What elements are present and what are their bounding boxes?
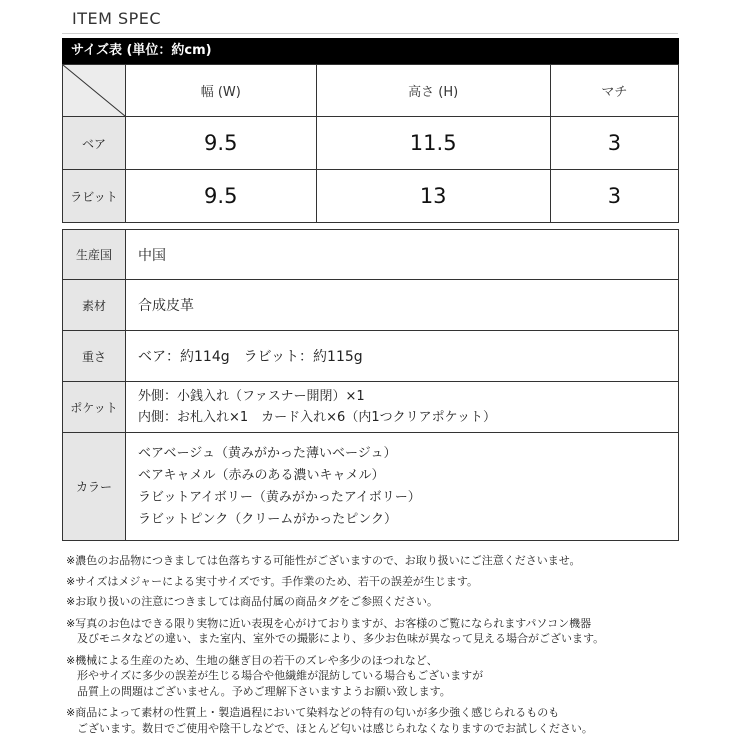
- column-header-width: 幅 (W): [126, 65, 317, 117]
- note-item: [66, 705, 678, 736]
- spec-row-color: [63, 433, 679, 541]
- size-table-header-row: [63, 65, 679, 117]
- section-title: ITEM SPEC: [72, 9, 162, 28]
- note-line: ※写真のお色はできる限り実物に近い表現を心がけておりますが、お客様のご覧になられますパソコン機器: [66, 616, 592, 630]
- color-option: ラビットピンク（クリームがかったピンク）: [138, 511, 397, 527]
- spec-label-weight: 重さ: [63, 331, 126, 382]
- note-line: ※機械による生産のため、生地の継ぎ目の若干のズレや多少のほつれなど、: [66, 653, 438, 667]
- color-option: ラビットアイボリー（黄みがかったアイボリー）: [138, 489, 421, 505]
- spec-row-material: [63, 280, 679, 331]
- size-table: [62, 64, 679, 223]
- row-label-rabbit: ラビット: [63, 170, 126, 223]
- spec-value-weight: ベア：約114g ラビット：約115g: [126, 331, 679, 382]
- spec-row-pocket: [63, 382, 679, 433]
- spec-label-pocket: ポケット: [63, 382, 126, 433]
- note-line: ※濃色のお品物につきましては色落ちする可能性がございますので、お取り扱いにご注意くださいませ。: [66, 554, 581, 567]
- notes-list: [66, 553, 678, 741]
- spec-label-color: カラー: [63, 433, 126, 541]
- spec-value-color: [126, 433, 679, 541]
- note-item: [66, 574, 678, 590]
- note-line: ございます。数日でご使用や陰干しなどで、ほとんど匂いは感じられなくなりますのでお試しください。: [66, 721, 593, 735]
- rabbit-height: 13: [316, 170, 550, 223]
- note-line: 及びモニタなどの違い、また室内、室外での撮影により、多少お色味が異なって見える場合がございます。: [66, 632, 605, 645]
- note-item: [66, 653, 678, 700]
- spec-row-origin: [63, 230, 679, 280]
- rabbit-gusset: 3: [550, 170, 678, 223]
- bear-gusset: 3: [550, 117, 678, 170]
- size-row-rabbit: [63, 170, 679, 223]
- section-header: [62, 0, 678, 38]
- note-item: [66, 594, 678, 610]
- size-table-title: サイズ表 (単位：約cm): [62, 38, 679, 64]
- pocket-line: 外側：小銭入れ（ファスナー開閉）×1: [138, 389, 365, 404]
- note-item: [66, 616, 678, 647]
- note-item: [66, 553, 678, 569]
- note-line: 品質上の問題はございません。予めご理解下さいますようお願い致します。: [66, 684, 451, 698]
- spec-value-origin: 中国: [126, 230, 679, 280]
- color-option: ベアキャメル（赤みのある濃いキャメル）: [138, 467, 385, 483]
- size-row-bear: [63, 117, 679, 170]
- header-divider: [62, 33, 678, 34]
- column-header-gusset: マチ: [550, 65, 678, 117]
- spec-value-material: 合成皮革: [126, 280, 679, 331]
- note-line: ※商品によって素材の性質上・製造過程において染料などの特有の匂いが多少強く感じられるものも: [66, 706, 560, 719]
- spec-label-material: 素材: [63, 280, 126, 331]
- spec-table: [62, 229, 679, 541]
- note-line: 形やサイズに多少の誤差が生じる場合や他繊維が混紡している場合もございますが: [66, 669, 484, 682]
- spec-row-weight: [63, 331, 679, 382]
- spec-value-pocket: [126, 382, 679, 433]
- diagonal-line: [63, 65, 125, 116]
- row-label-bear: ベア: [63, 117, 126, 170]
- spec-label-origin: 生産国: [63, 230, 126, 280]
- color-option: ベアベージュ（黄みがかった薄いベージュ）: [138, 445, 397, 461]
- bear-width: 9.5: [126, 117, 317, 170]
- note-line: ※サイズはメジャーによる実寸サイズです。手作業のため、若干の誤差が生じます。: [66, 574, 479, 588]
- bear-height: 11.5: [316, 117, 550, 170]
- pocket-line: 内側：お札入れ×1 カード入れ×6（内1つクリアポケット）: [138, 410, 496, 425]
- note-line: ※お取り扱いの注意につきましては商品付属の商品タグをご参照ください。: [66, 595, 438, 608]
- column-header-height: 高さ (H): [316, 65, 550, 117]
- rabbit-width: 9.5: [126, 170, 317, 223]
- size-table-corner: [63, 65, 126, 117]
